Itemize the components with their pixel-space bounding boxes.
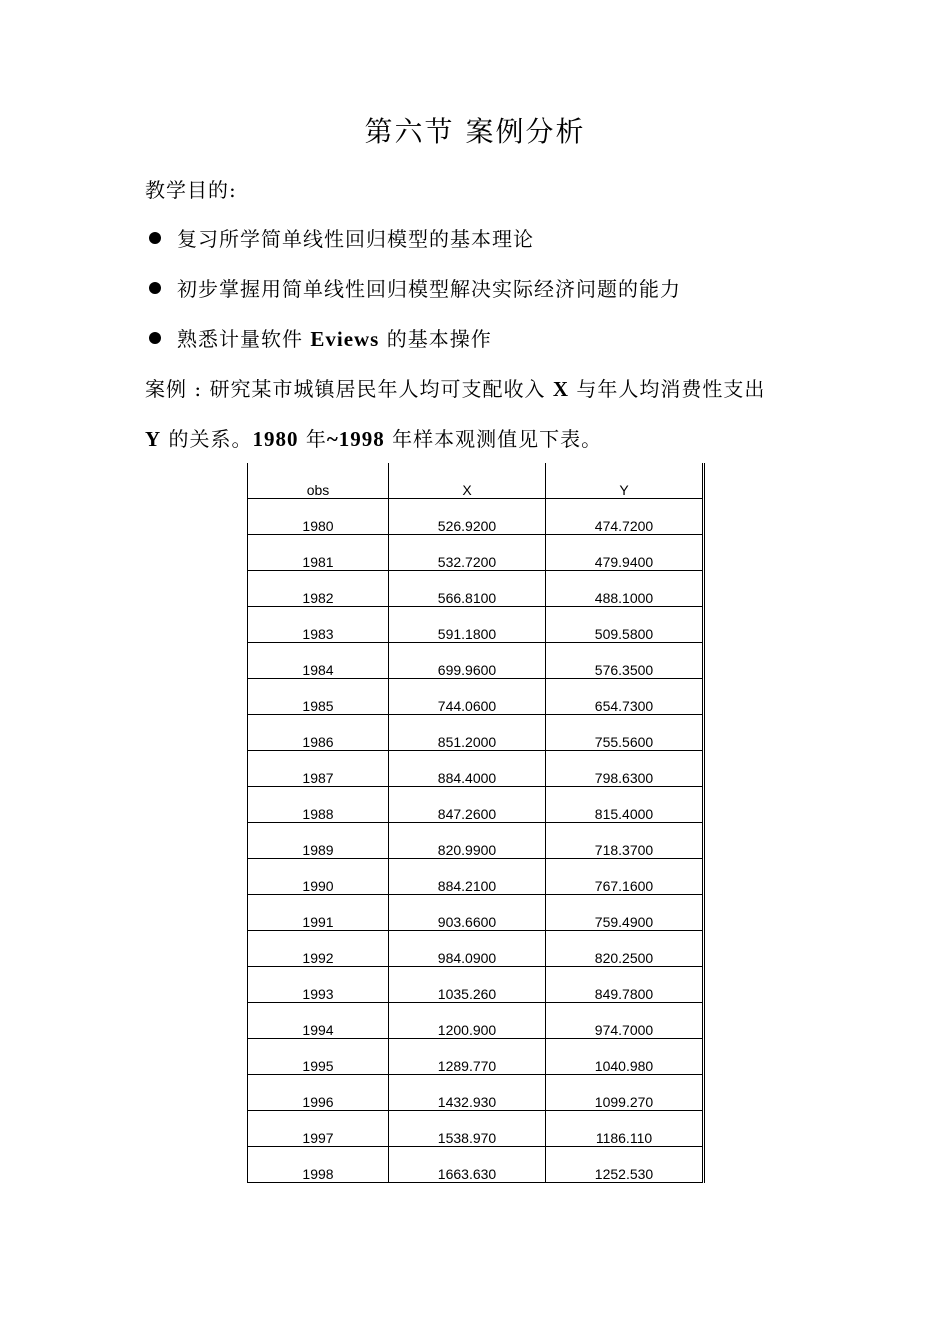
y-cell: 474.7200 <box>546 499 704 535</box>
x-cell: 1432.930 <box>389 1075 546 1111</box>
obs-cell: 1988 <box>248 787 389 823</box>
obs-cell: 1998 <box>248 1147 389 1183</box>
obs-cell: 1990 <box>248 859 389 895</box>
case-text-pre: 案例 : 研究某市城镇居民年人均可支配收入 <box>145 377 553 401</box>
y-cell: 1252.530 <box>546 1147 704 1183</box>
y-cell: 798.6300 <box>546 751 704 787</box>
x-cell: 1200.900 <box>389 1003 546 1039</box>
table-row <box>248 967 704 1003</box>
table-row <box>248 931 704 967</box>
table-row <box>248 895 704 931</box>
case-line-1 <box>145 373 765 402</box>
table-row <box>248 787 704 823</box>
obs-cell: 1993 <box>248 967 389 1003</box>
y-cell: 1186.110 <box>546 1111 704 1147</box>
case-text-end: 年样本观测值见下表。 <box>384 427 603 451</box>
obs-cell: 1983 <box>248 607 389 643</box>
obs-cell: 1989 <box>248 823 389 859</box>
obs-cell: 1985 <box>248 679 389 715</box>
case-text-mid: 的关系。 <box>161 427 253 451</box>
header-obs: obs <box>248 463 389 499</box>
y-cell: 488.1000 <box>546 571 704 607</box>
y-cell: 479.9400 <box>546 535 704 571</box>
obs-cell: 1995 <box>248 1039 389 1075</box>
obs-cell: 1984 <box>248 643 389 679</box>
table-header-row <box>248 463 704 499</box>
x-cell: 884.2100 <box>389 859 546 895</box>
bullet-text: 初步掌握用简单线性回归模型解决实际经济问题的能力 <box>177 277 681 301</box>
y-cell: 1040.980 <box>546 1039 704 1075</box>
obs-cell: 1987 <box>248 751 389 787</box>
table-row <box>248 571 704 607</box>
y-cell: 509.5800 <box>546 607 704 643</box>
x-cell: 591.1800 <box>389 607 546 643</box>
obs-cell: 1997 <box>248 1111 389 1147</box>
data-table <box>247 463 705 1183</box>
software-name: Eviews <box>310 327 380 351</box>
obs-cell: 1986 <box>248 715 389 751</box>
table-row <box>248 751 704 787</box>
bullet-text-pre: 熟悉计量软件 <box>177 327 311 351</box>
x-cell: 566.8100 <box>389 571 546 607</box>
x-cell: 526.9200 <box>389 499 546 535</box>
obs-cell: 1982 <box>248 571 389 607</box>
bullet-dot-icon <box>149 232 161 244</box>
x-cell: 884.4000 <box>389 751 546 787</box>
x-cell: 984.0900 <box>389 931 546 967</box>
table-row <box>248 607 704 643</box>
table-row <box>248 643 704 679</box>
y-cell: 759.4900 <box>546 895 704 931</box>
x-cell: 1289.770 <box>389 1039 546 1075</box>
bullet-text-post: 的基本操作 <box>379 327 492 351</box>
obs-cell: 1996 <box>248 1075 389 1111</box>
end-year: ~1998 <box>326 427 385 451</box>
x-cell: 847.2600 <box>389 787 546 823</box>
table-row <box>248 1039 704 1075</box>
obs-cell: 1980 <box>248 499 389 535</box>
obs-cell: 1981 <box>248 535 389 571</box>
obs-cell: 1991 <box>248 895 389 931</box>
table-row <box>248 1003 704 1039</box>
y-cell: 849.7800 <box>546 967 704 1003</box>
header-y: Y <box>546 463 704 499</box>
bullet-dot-icon <box>149 282 161 294</box>
x-cell: 699.9600 <box>389 643 546 679</box>
year-char: 年 <box>298 427 327 451</box>
obs-cell: 1994 <box>248 1003 389 1039</box>
page-title: 第六节 案例分析 <box>364 115 586 148</box>
y-cell: 974.7000 <box>546 1003 704 1039</box>
y-cell: 815.4000 <box>546 787 704 823</box>
x-cell: 1035.260 <box>389 967 546 1003</box>
table-row <box>248 1111 704 1147</box>
x-cell: 851.2000 <box>389 715 546 751</box>
bullet-item <box>145 323 492 352</box>
y-cell: 718.3700 <box>546 823 704 859</box>
table-row <box>248 1147 704 1183</box>
x-cell: 532.7200 <box>389 535 546 571</box>
case-text-post: 与年人均消费性支出 <box>568 377 766 401</box>
table-row <box>248 823 704 859</box>
x-cell: 1663.630 <box>389 1147 546 1183</box>
x-cell: 903.6600 <box>389 895 546 931</box>
y-cell: 755.5600 <box>546 715 704 751</box>
y-cell: 1099.270 <box>546 1075 704 1111</box>
y-cell: 820.2500 <box>546 931 704 967</box>
start-year: 1980 <box>252 427 299 451</box>
objectives-label: 教学目的: <box>145 178 237 202</box>
table-row <box>248 859 704 895</box>
table-row <box>248 679 704 715</box>
header-x: X <box>389 463 546 499</box>
var-x: X <box>552 377 569 401</box>
case-line-2 <box>145 423 602 452</box>
bullet-item <box>145 273 681 302</box>
bullet-item <box>145 223 534 252</box>
var-y: Y <box>145 427 162 451</box>
obs-cell: 1992 <box>248 931 389 967</box>
table-row <box>248 535 704 571</box>
table-row <box>248 499 704 535</box>
x-cell: 744.0600 <box>389 679 546 715</box>
y-cell: 576.3500 <box>546 643 704 679</box>
bullet-text: 复习所学简单线性回归模型的基本理论 <box>177 227 534 251</box>
x-cell: 820.9900 <box>389 823 546 859</box>
y-cell: 654.7300 <box>546 679 704 715</box>
x-cell: 1538.970 <box>389 1111 546 1147</box>
table-row <box>248 715 704 751</box>
table-row <box>248 1075 704 1111</box>
bullet-dot-icon <box>149 332 161 344</box>
y-cell: 767.1600 <box>546 859 704 895</box>
